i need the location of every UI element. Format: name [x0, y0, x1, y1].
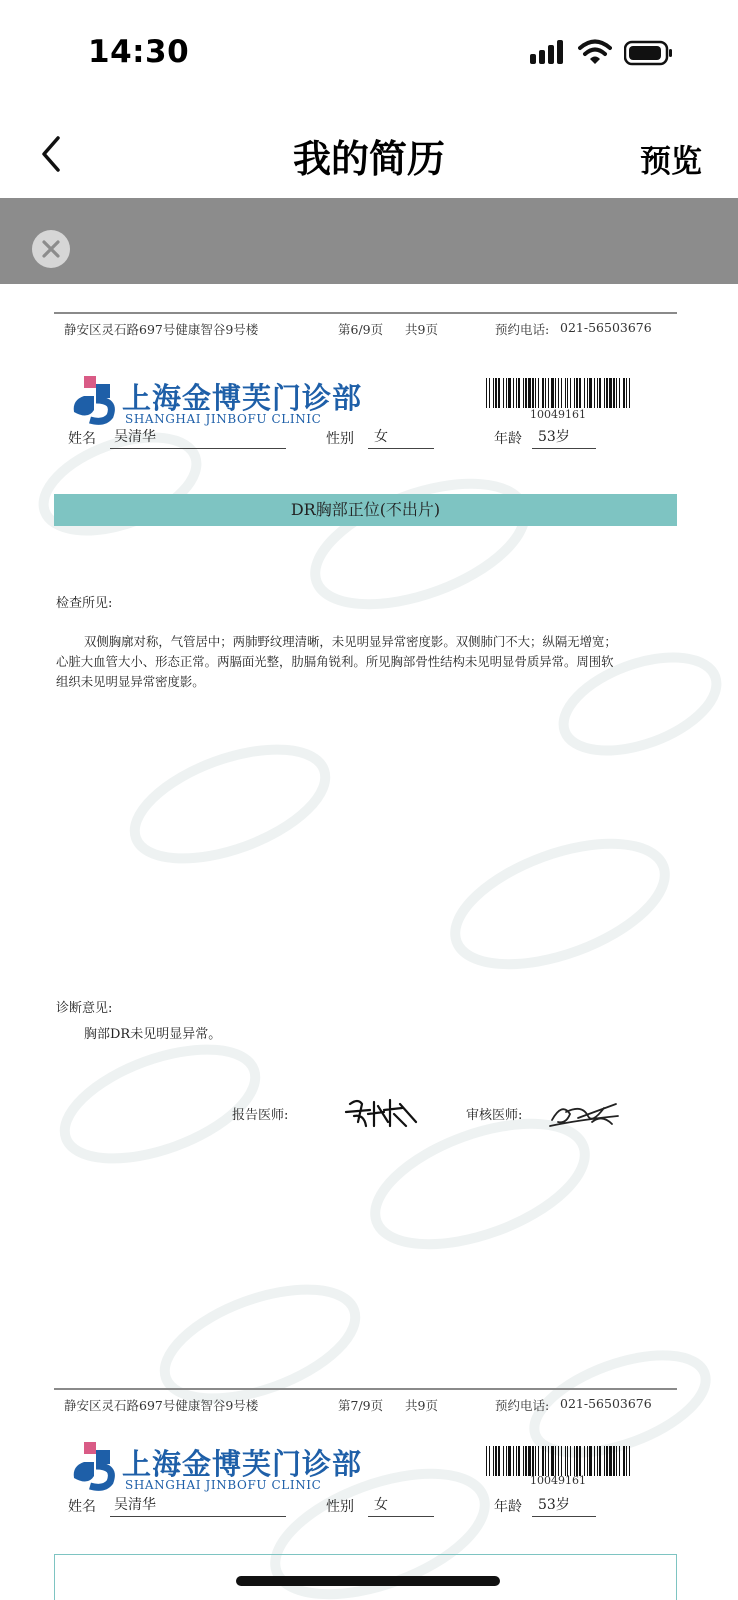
close-icon[interactable]	[31, 229, 71, 269]
age-label: 年龄	[494, 431, 522, 447]
barcode-number: 10049161	[530, 408, 586, 421]
clinic-logo	[70, 1442, 370, 1494]
top-banner	[0, 198, 738, 284]
reporter-signature	[344, 1092, 420, 1132]
phone-number: 021-56503676	[560, 320, 652, 335]
patient-gender: 女	[374, 1497, 388, 1513]
reporter-label: 报告医师:	[232, 1108, 289, 1123]
findings-line: 双侧胸廓对称，气管居中；两肺野纹理清晰，未见明显异常密度影。双侧肺门不大；纵隔无增宽；	[84, 634, 617, 649]
page-top-rule	[54, 1388, 677, 1390]
clinic-address: 静安区灵石路697号健康智谷9号楼	[64, 322, 259, 337]
wifi-icon	[578, 38, 612, 66]
barcode-number: 10049161	[530, 1474, 586, 1487]
diagnosis-label: 诊断意见:	[56, 1001, 113, 1016]
clinic-address: 静安区灵石路697号健康智谷9号楼	[64, 1398, 259, 1413]
name-label: 姓名	[68, 1499, 96, 1515]
phone-number: 021-56503676	[560, 1396, 652, 1411]
clinic-logo	[70, 376, 370, 428]
clinic-name-en: SHANGHAI JINBOFU CLINIC	[125, 1478, 322, 1492]
preview-button[interactable]: 预览	[640, 144, 702, 180]
clinic-name-cn: 上海金博芙门诊部	[122, 1447, 363, 1481]
page-title: 我的简历	[292, 137, 445, 181]
page-number: 第7/9页	[338, 1398, 384, 1413]
reviewer-label: 审核医师:	[466, 1108, 523, 1123]
clinic-logo-icon	[70, 1442, 122, 1492]
page-total: 共9页	[405, 322, 438, 337]
patient-age: 53岁	[538, 1497, 570, 1513]
patient-age: 53岁	[538, 429, 570, 445]
status-bar	[0, 0, 738, 100]
page-number: 第6/9页	[338, 322, 384, 337]
clinic-logo-icon	[70, 376, 122, 426]
clinic-name-cn: 上海金博芙门诊部	[122, 381, 363, 415]
name-underline	[110, 1516, 286, 1517]
home-indicator[interactable]	[236, 1576, 500, 1586]
findings-label: 检查所见:	[56, 596, 113, 611]
gender-label: 性别	[326, 431, 354, 447]
phone-label: 预约电话:	[495, 322, 550, 337]
reviewer-signature	[548, 1094, 622, 1134]
exam-title: DR胸部正位(不出片)	[290, 500, 441, 519]
age-label: 年龄	[494, 1499, 522, 1515]
patient-gender: 女	[374, 429, 388, 445]
gender-underline	[368, 448, 434, 449]
age-underline	[532, 1516, 596, 1517]
name-label: 姓名	[68, 431, 96, 447]
gender-label: 性别	[326, 1499, 354, 1515]
page-total: 共9页	[405, 1398, 438, 1413]
findings-line: 心脏大血管大小、形态正常。两膈面光整，肋膈角锐利。所见胸部骨性结构未见明显骨质异常。周围软	[56, 654, 614, 669]
report-document	[0, 284, 738, 1600]
nav-bar	[0, 110, 738, 198]
signal-icon	[530, 40, 570, 66]
findings-line: 组织未见明显异常密度影。	[56, 674, 205, 689]
exam-title-bar	[54, 494, 677, 526]
barcode-icon	[486, 378, 632, 410]
battery-icon	[624, 40, 674, 66]
phone-label: 预约电话:	[495, 1398, 550, 1413]
status-time: 14:30	[88, 34, 190, 70]
name-underline	[110, 448, 286, 449]
gender-underline	[368, 1516, 434, 1517]
patient-name: 吴清华	[114, 1497, 156, 1513]
page-top-rule	[54, 312, 677, 314]
age-underline	[532, 448, 596, 449]
patient-name: 吴清华	[114, 429, 156, 445]
clinic-name-en: SHANGHAI JINBOFU CLINIC	[125, 412, 322, 426]
findings-text	[56, 632, 686, 692]
diagnosis-text: 胸部DR未见明显异常。	[84, 1027, 222, 1042]
